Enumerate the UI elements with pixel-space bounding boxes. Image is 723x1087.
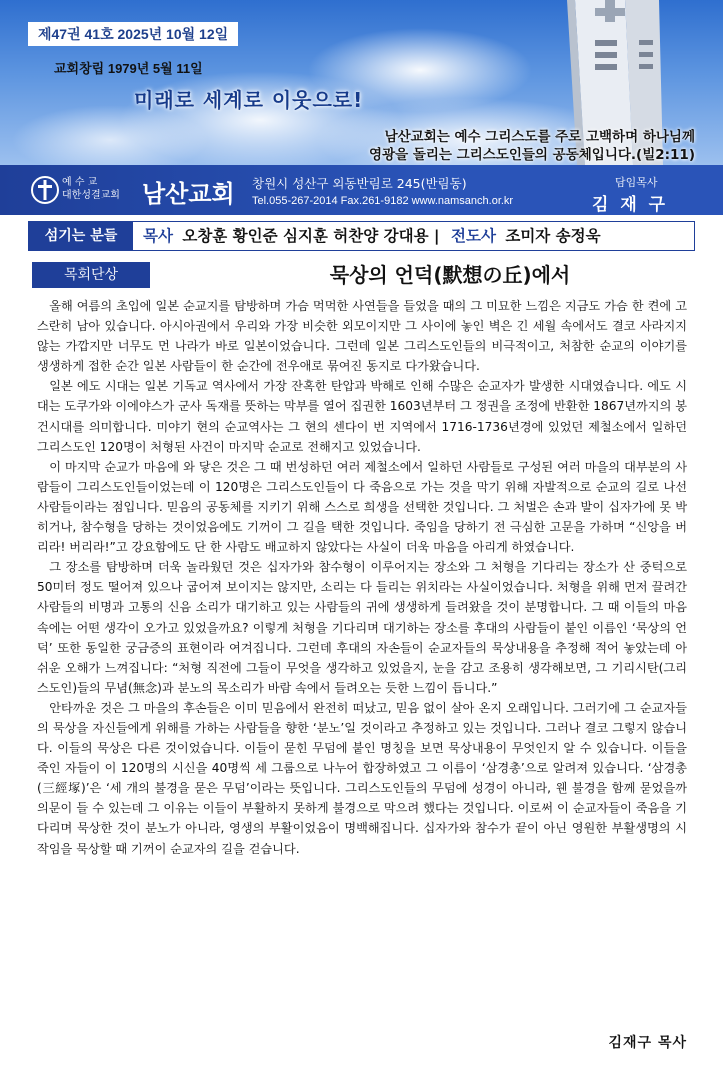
church-name: 남산교회 [142,180,235,208]
column-body [37,296,687,859]
pastor-names: 오창훈 황인준 심지훈 허찬양 강대용 | [182,227,440,245]
role-evangelists: 전도사 [451,227,496,245]
denomination [62,176,120,202]
denomination-line-2: 대한성결교회 [62,190,120,201]
author-signature: 김재구 목사 [608,1035,687,1051]
column-title: 묵상의 언덕(默想の丘)에서 [329,263,571,287]
church-vision [369,128,695,164]
church-contact: Tel.055-267-2014 Fax.261-9182 www.namsanch.or.kr [252,195,514,207]
servers-list [143,224,607,246]
church-logo-icon [30,175,60,205]
paragraph: 안타까운 것은 그 마을의 후손들은 이미 믿음에서 완전히 떠났고, 믿음 없이 살아 온지 오래입니다. 그러기에 그 순교자들의 묵상을 자신들에게 위해를 가하는 사람들을 향한 ‘분노’일 것이라고 추정하고 있는 것입니다. 그러나 결코 그렇지 않습니다. 이들의 묵상은 다른 것이었습니다. 이들이 묻힌 무덤에 붙인 명칭을 보면 묵상내용이 무엇인지 알 수 있습니다. 이들을 죽인 자들이 이 120명의 시신을 40명씩 세 그룹으로 나누어 합장하였고 그 이름이 ‘삼경총’으로 알려져 있습니다. ‘삼경총(三經塚)’은 ‘세 개의 불경을 묻은 무덤’이라는 뜻입니다. 그리스도인들의 무덤에 성경이 아니라, 웬 불경을 함께 묻었을까 의문이 들 수 있는데 그 이유는 이들이 부활하지 못하게 불경으로 막으려 했다는 것입니다. 이로써 이 순교자들이 죽음을 기다리며 묵상한 것이 분노가 아니라, 영생의 부활이었음이 명백해집니다. 십자가와 참수가 끝이 아닌 영원한 부활생명의 시작임을 묵상할 때 기꺼이 순교자의 길을 걷습니다. [37,700,687,856]
role-pastors: 목사 [143,227,173,245]
vision-line-2: 영광을 돌리는 그리스도인들의 공동체입니다.(빌2:11) [369,147,695,163]
header-banner [0,0,723,165]
denomination-line-1: 예 수 교 [62,177,98,188]
column-label: 목회단상 [32,262,150,288]
church-slogan: 미래로 세계로 이웃으로! [134,88,364,112]
servers-row [28,221,695,251]
paragraph: 그 장소를 탐방하며 더욱 놀라웠던 것은 십자가와 참수형이 이루어지는 장소와 그 처형을 기다리는 장소가 산 중턱으로 50미터 정도 떨어져 있으나 굽어져 보이지는 않지만, 소리는 다 들리는 위치라는 사실이었습니다. 처형을 위해 먼저 끌려간 사람들의 비명과 고통의 신음 소리가 대기하고 있는 사람들의 귀에 생생하게 들려왔을 것이 분명합니다. 그 때 이들의 마음속에는 어떤 생각이 오가고 있었을까요? 이렇게 처형을 기다리며 대기하는 장소를 후대의 사람들이 붙인 이름인 ‘묵상의 언덕’ 또한 동일한 궁금증의 표현이라 여겨집니다. 그런데 후대의 자손들이 순교자들의 묵상내용을 추정해 적어 놓았는데 아쉬운 오해가 느껴집니다: “처형 직전에 그들이 무엇을 생각하고 있었을지, 눈을 감고 조용히 생각해보면, 그 기리시탄(그리스도인)들의 무념(無念)과 분노의 목소리가 바람 속에서 들려오는 듯한 느낌이 듭니다.” [37,560,687,695]
paragraph: 일본 에도 시대는 일본 기독교 역사에서 가장 잔혹한 탄압과 박해로 인해 수많은 순교자가 발생한 시대였습니다. 에도 시대는 도쿠가와 이에야스가 군사 독재를 뜻하는 막부를 열어 집권한 1603년부터 그 정권을 조정에 반환한 1867년까지의 봉건시대를 의미합니다. 미야기 현의 순교역사는 그 현의 센다이 번 지역에서 1716-1736년경에 있었던 제철소에서 일하던 그리스도인 120명이 처형된 사건이 마지막 순교로 전해지고 있었습니다. [37,379,687,454]
founded-date: 교회창립 1979년 5월 11일 [54,61,203,76]
issue-info: 제47권 41호 2025년 10월 12일 [28,22,238,46]
vision-line-1: 남산교회는 예수 그리스도를 주로 고백하며 하나님께 [384,129,695,145]
paragraph: 올해 여름의 초입에 일본 순교지를 탐방하며 가슴 먹먹한 사연들을 들었을 때의 그 미묘한 느낌은 지금도 가슴 한 켠에 고스란히 남아 있습니다. 아시아권에서 우리와 가장 비슷한 외모이지만 그 사이에 놓인 벽은 긴 세월 속에서도 결코 사라지지 않는 가깝지만 너무도 먼 나라가 바로 일본이었습니다. 그런데 일본 그리스도인들의 비극적이고, 처참한 순교의 이야기를 생생하게 접한 순간 일본 사람들이 한 순간에 전우애로 묶여진 동지로 다가왔습니다. [37,299,687,374]
church-info-bar [0,165,723,215]
evangelist-names: 조미자 송정욱 [505,227,601,245]
pastor-name: 김 재 구 [592,195,669,215]
paragraph: 이 마지막 순교가 마음에 와 닿은 것은 그 때 번성하던 여러 제철소에서 일하던 사람들로 구성된 여러 마을의 대부분의 사람들이 그리스도인들이었는데 이 120명은 그리스도인들이 다 죽음으로 가는 것을 막기 위해 자발적으로 순교의 길로 나선 사람들이라는 점입니다. 믿음의 공동체를 지키기 위해 스스로 희생을 선택한 것입니다. 그 처벌은 손과 발이 십자가에 못 박히거나, 참수형을 당하는 것이었음에도 기꺼이 그 길을 택한 것입니다. 죽임을 당하기 전 극심한 고문을 가하며 “신앙을 버리라! 버리라!”고 강요함에도 단 한 사람도 배교하지 않았다는 사실이 더욱 마음을 아리게 하였습니다. [37,459,687,555]
church-address: 창원시 성산구 외동반림로 245(반림동) [252,176,467,191]
pastor-label: 담임목사 [615,176,658,189]
servers-label: 섬기는 분들 [29,222,133,250]
